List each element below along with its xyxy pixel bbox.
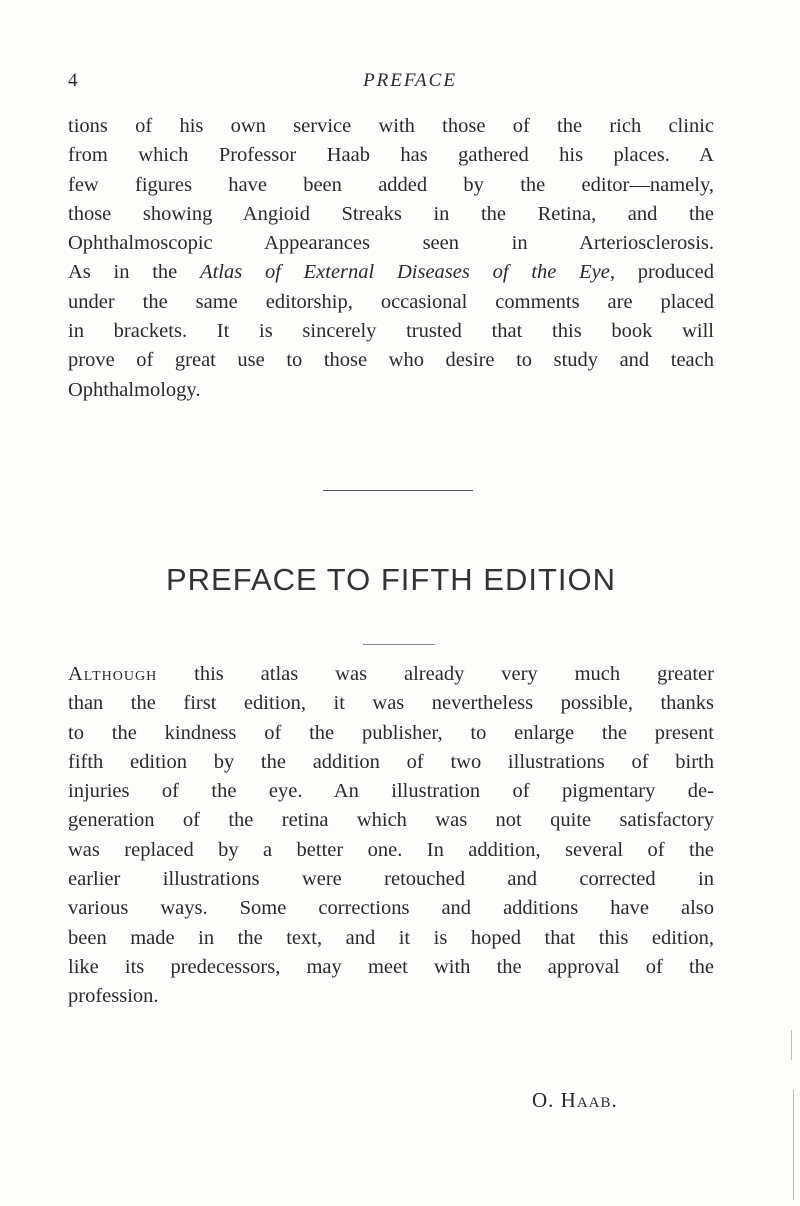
running-head xyxy=(68,64,712,94)
text-line xyxy=(68,660,714,689)
text-line: injuries of the eye. An illustration of pigmentary de- xyxy=(68,780,714,803)
page-edge-mark xyxy=(793,1090,794,1200)
text-line: few figures have been added by the editor—namely, xyxy=(68,173,714,196)
intro-paragraph xyxy=(68,112,714,405)
page-number: 4 xyxy=(68,70,78,91)
text-line: in brackets. It is sincerely trusted that this book will xyxy=(68,320,714,343)
text-line-with-italic xyxy=(68,258,714,287)
text-line: profession. xyxy=(68,985,159,1008)
running-title: PREFACE xyxy=(363,70,457,91)
text-line: Ophthalmology. xyxy=(68,378,201,401)
text-line: tions of his own service with those of the rich clinic xyxy=(68,115,714,137)
text-line: was replaced by a better one. In addition, several of the xyxy=(68,838,714,861)
section-heading: PREFACE TO FIFTH EDITION xyxy=(165,562,616,597)
text-line: those showing Angioid Streaks in the Retina, and the xyxy=(68,202,714,225)
atlas-title-italic: Atlas of External Diseases of the Eye xyxy=(200,261,610,284)
text-fragment: this atlas was already very much greater xyxy=(157,663,714,685)
text-line: various ways. Some corrections and additions have also xyxy=(68,897,714,920)
text-line: prove of great use to those who desire to study and teach xyxy=(68,349,714,372)
text-line: than the first edition, it was nevertheless possible, thanks xyxy=(68,692,714,715)
heading-underline xyxy=(363,644,435,645)
section-divider xyxy=(323,490,473,491)
text-fragment: , produced xyxy=(609,261,714,284)
fifth-edition-paragraph xyxy=(68,660,714,1012)
page-edge-mark xyxy=(791,1030,792,1060)
text-line: fifth edition by the addition of two illustrations of birth xyxy=(68,750,714,773)
text-fragment: As in the xyxy=(68,261,201,284)
text-line: like its predecessors, may meet with the approval of the xyxy=(68,955,714,978)
drop-word: Although xyxy=(68,663,158,685)
text-line: Ophthalmoscopic Appearances seen in Arteriosclerosis. xyxy=(68,232,714,255)
text-line: under the same editorship, occasional comments are placed xyxy=(68,290,714,313)
signature xyxy=(532,1088,618,1113)
text-line: earlier illustrations were retouched and corrected in xyxy=(68,868,714,891)
signature-initial: O. xyxy=(532,1088,555,1112)
text-line: from which Professor Haab has gathered his places. A xyxy=(68,144,714,167)
signature-name: Haab. xyxy=(560,1088,618,1112)
text-line: generation of the retina which was not quite satisfactory xyxy=(68,809,714,832)
text-line: been made in the text, and it is hoped that this edition, xyxy=(68,926,714,949)
text-line: to the kindness of the publisher, to enlarge the present xyxy=(68,721,714,744)
